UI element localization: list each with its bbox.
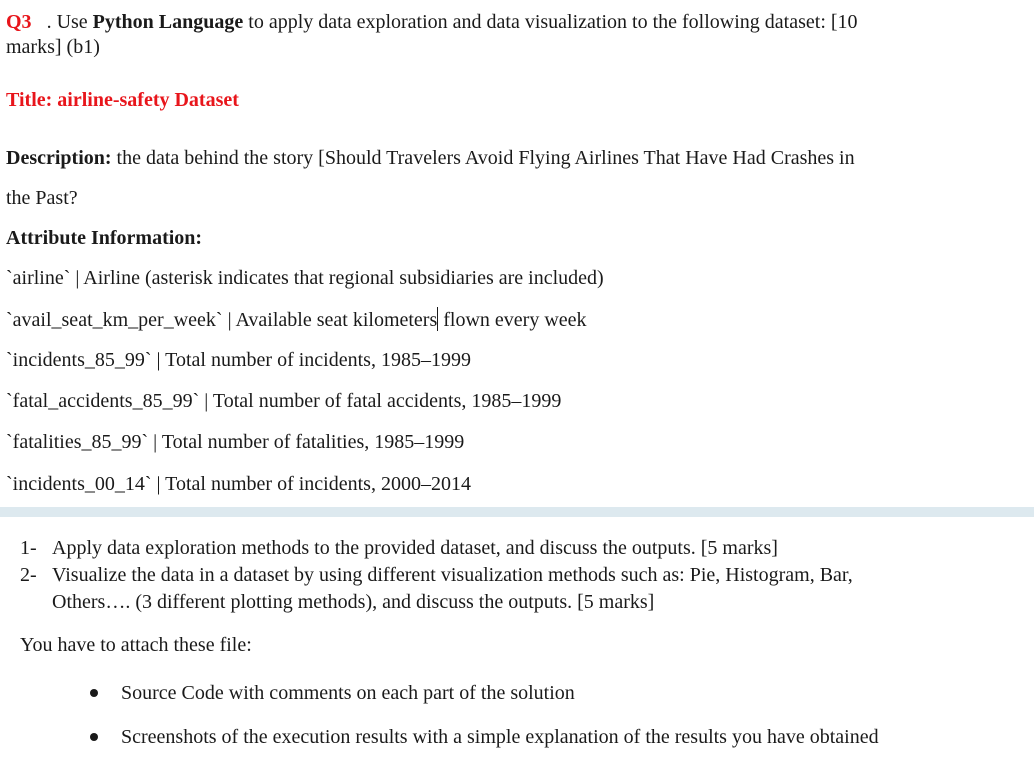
attach-item: Source Code with comments on each part of the solution bbox=[121, 682, 575, 704]
task-text: Apply data exploration methods to the provided dataset, and discuss the outputs. [5 marks] bbox=[52, 537, 778, 559]
question-line-2: marks] (b1) bbox=[6, 36, 100, 58]
section-divider bbox=[0, 507, 1034, 517]
bullet-icon bbox=[90, 689, 98, 697]
task-text-continued: Others…. (3 different plotting methods), and discuss the outputs. [5 marks] bbox=[52, 591, 655, 613]
attribute-item: `incidents_85_99` | Total number of incidents, 1985–1999 bbox=[6, 349, 471, 371]
description-text: the data behind the story [Should Travelers Avoid Flying Airlines That Have Had Crashes in bbox=[111, 147, 855, 169]
attribute-item-tail: flown every week bbox=[438, 309, 587, 331]
attribute-item: `incidents_00_14` | Total number of incidents, 2000–2014 bbox=[6, 473, 471, 495]
attribute-item: `airline` | Airline (asterisk indicates that regional subsidiaries are included) bbox=[6, 267, 604, 289]
question-language: Python Language bbox=[92, 11, 244, 33]
description-line-1 bbox=[6, 146, 855, 170]
attribute-item: `fatalities_85_99` | Total number of fatalities, 1985–1999 bbox=[6, 431, 465, 453]
attribute-heading: Attribute Information: bbox=[6, 227, 203, 249]
description-line-2: the Past? bbox=[6, 187, 78, 209]
attach-heading: You have to attach these file: bbox=[20, 634, 252, 656]
dataset-title: Title: airline-safety Dataset bbox=[6, 89, 239, 111]
attribute-item-text: `avail_seat_km_per_week` | Available seat kilometers bbox=[6, 309, 438, 331]
bullet-icon bbox=[90, 733, 98, 741]
attribute-item bbox=[6, 307, 587, 332]
task-text: Visualize the data in a dataset by using different visualization methods such as: Pie, Histogram, Bar, bbox=[52, 564, 853, 586]
question-lead: . Use bbox=[46, 11, 93, 33]
task-number: 2- bbox=[20, 564, 37, 586]
task-number: 1- bbox=[20, 537, 37, 559]
attribute-item: `fatal_accidents_85_99` | Total number of fatal accidents, 1985–1999 bbox=[6, 390, 562, 412]
question-number: Q3 bbox=[6, 11, 32, 33]
attach-item: Screenshots of the execution results with a simple explanation of the results you have obtained bbox=[121, 726, 879, 748]
description-label: Description: bbox=[6, 147, 112, 169]
question-line-1 bbox=[6, 10, 858, 34]
question-rest: to apply data exploration and data visualization to the following dataset: [10 bbox=[243, 11, 858, 33]
